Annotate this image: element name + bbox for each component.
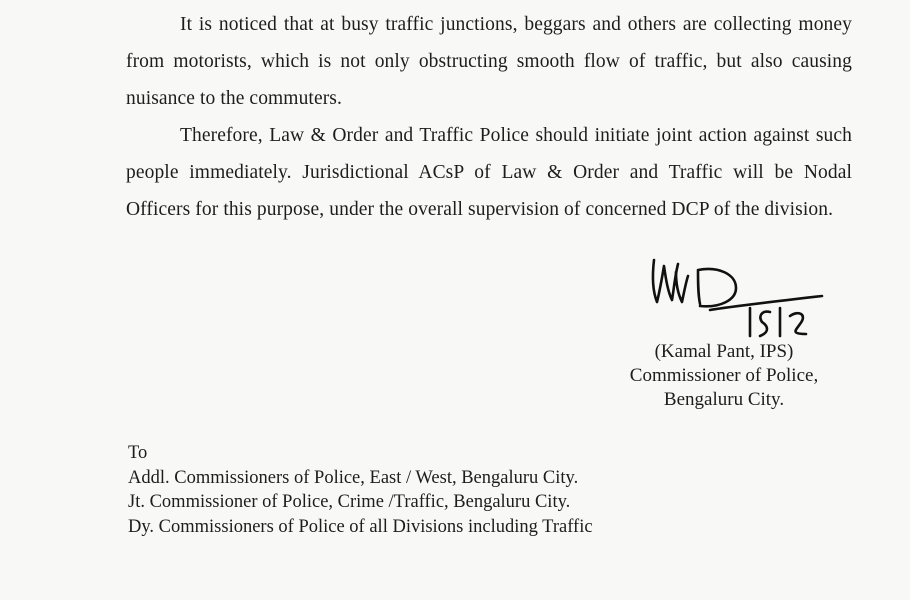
recipients-block bbox=[128, 441, 593, 539]
body-paragraph-2: Therefore, Law & Order and Traffic Police should initiate joint action against such people immediately. Jurisdictional ACsP of Law & Order and Traffic will be Nodal Officers for this purpose, under the overall supervision of concerned DCP of the division. bbox=[126, 125, 852, 220]
signature-graphic bbox=[640, 252, 840, 342]
recipient-item: Dy. Commissioners of Police of all Divisions including Traffic bbox=[128, 516, 593, 537]
signatory-block bbox=[604, 340, 844, 412]
handwritten-signature bbox=[640, 252, 840, 342]
recipients-heading: To bbox=[128, 443, 148, 463]
body-paragraph-1: It is noticed that at busy traffic junctions, beggars and others are collecting money from motorists, which is not only obstructing smooth flow of traffic, but also causing nuisance to the commuters. bbox=[126, 14, 852, 109]
signatory-name: (Kamal Pant, IPS) bbox=[654, 341, 794, 362]
recipient-item: Jt. Commissioner of Police, Crime /Traffic, Bengaluru City. bbox=[128, 492, 571, 512]
recipient-item: Addl. Commissioners of Police, East / West, Bengaluru City. bbox=[128, 467, 579, 488]
signatory-location: Bengaluru City. bbox=[663, 389, 785, 410]
signatory-designation: Commissioner of Police, bbox=[629, 365, 819, 386]
